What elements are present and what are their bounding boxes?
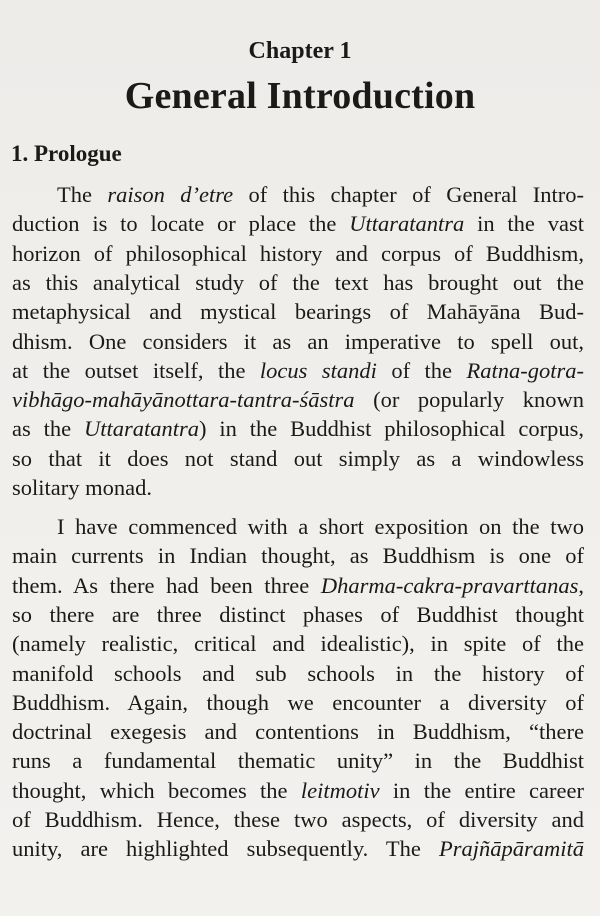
- text-run: them. As there had been three: [12, 572, 321, 598]
- text-run: in the vast: [464, 211, 584, 237]
- text-run: runs a fundamental thematic unity” in the Buddhist: [12, 748, 584, 774]
- text-run: solitary monad.: [12, 475, 152, 500]
- text-run: metaphysical and mystical bearings of Mahāyāna Bud-: [12, 299, 584, 325]
- text-line: [12, 600, 584, 629]
- text-run: as the: [12, 416, 84, 442]
- text-line: [12, 571, 584, 600]
- text-run: of Buddhism. Hence, these two aspects, of diversity and: [12, 807, 584, 832]
- text-run: main currents in Indian thought, as Buddhism is one of: [12, 543, 584, 569]
- text-run: I have commenced with a short exposition on the two: [57, 514, 584, 539]
- text-line: [12, 776, 584, 805]
- text-run: (namely realistic, critical and idealistic), in spite of the: [12, 631, 584, 657]
- text-run: so there are three distinct phases of Buddhist thought: [12, 601, 584, 627]
- text-line: [12, 659, 584, 688]
- italic-term: locus standi: [259, 357, 377, 383]
- text-line: [12, 297, 584, 326]
- italic-term: Prajñāpāramitā: [438, 836, 584, 862]
- text-run: doctrinal exegesis and contentions in Buddhism, “there: [12, 719, 584, 745]
- text-run: (or popularly known: [354, 387, 584, 413]
- text-line: [12, 834, 584, 863]
- text-line: [57, 512, 584, 541]
- chapter-label: Chapter 1: [248, 38, 352, 64]
- italic-term: raison d’etre: [107, 182, 234, 207]
- text-run: ,: [578, 572, 584, 598]
- text-run: Buddhism. Again, though we encounter a diversity of: [12, 689, 584, 715]
- text-line: [12, 629, 584, 658]
- italic-term: leitmotiv: [300, 777, 380, 803]
- text-line: [12, 209, 584, 238]
- text-run: at the outset itself, the: [12, 357, 260, 383]
- italic-term: Uttaratantra: [349, 211, 465, 237]
- text-line: [12, 327, 584, 356]
- text-line: [12, 473, 584, 502]
- text-line: [12, 268, 584, 297]
- text-run: The: [57, 182, 108, 207]
- text-run: duction is to locate or place the: [12, 211, 350, 237]
- text-run: unity, are highlighted subsequently. The: [12, 836, 439, 862]
- section-heading: 1. Prologue: [11, 141, 122, 166]
- text-run: of the: [376, 357, 467, 383]
- text-line: [12, 414, 584, 443]
- italic-term: vibhāgo-mahāyānottara-tantra-śāstra: [12, 387, 355, 413]
- italic-term: Uttaratantra: [84, 416, 200, 442]
- text-run: ) in the Buddhist philosophical corpus,: [199, 416, 585, 442]
- text-line: [12, 805, 584, 834]
- text-run: as this analytical study of the text has brought out the: [12, 269, 584, 295]
- text-run: in the entire career: [379, 777, 584, 803]
- text-line: [12, 688, 584, 717]
- text-line: [12, 239, 584, 268]
- text-line: [57, 180, 584, 209]
- text-run: of this chapter of General Intro-: [233, 182, 584, 207]
- text-run: dhism. One considers it as an imperative to spell out,: [12, 328, 584, 354]
- text-run: horizon of philosophical history and corpus of Buddhism,: [12, 240, 584, 266]
- italic-term: Dharma-cakra-pravarttanas: [320, 572, 579, 598]
- text-run: manifold schools and sub schools in the history of: [12, 660, 584, 686]
- text-run: so that it does not stand out simply as a windowless: [12, 445, 584, 471]
- text-line: [12, 541, 584, 570]
- italic-term: Ratna-gotra-: [466, 357, 584, 383]
- text-line: [12, 385, 584, 414]
- text-line: [12, 356, 584, 385]
- text-run: thought, which becomes the: [12, 777, 301, 803]
- text-line: [12, 444, 584, 473]
- chapter-title: General Introduction: [124, 75, 476, 117]
- text-line: [12, 717, 584, 746]
- text-line: [12, 746, 584, 775]
